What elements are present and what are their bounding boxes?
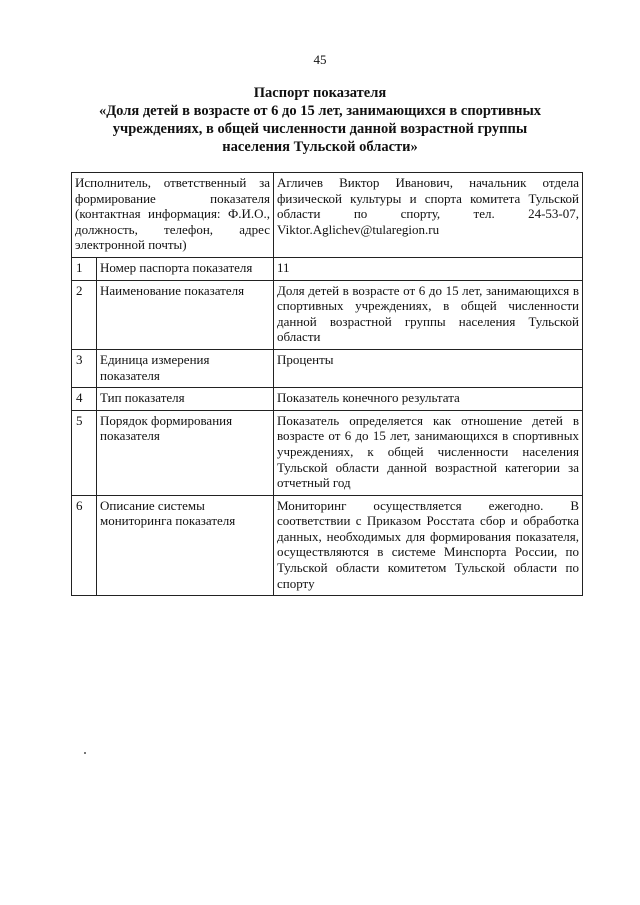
row-number: 1 <box>72 257 97 280</box>
row-label: Описание системы мониторинга показателя <box>97 495 274 596</box>
row-label: Тип показателя <box>97 388 274 411</box>
row-number: 6 <box>72 495 97 596</box>
title-line-4: населения Тульской области» <box>222 139 418 155</box>
table-row <box>72 280 583 349</box>
table-row <box>72 349 583 387</box>
row-value: Доля детей в возрасте от 6 до 15 лет, занимающихся в спортивных учреждениях, в общей численности данной возрастной группы населения Тульской области <box>274 280 583 349</box>
page-number: 45 <box>313 52 327 67</box>
row-value: Показатель определяется как отношение детей в возрасте от 6 до 15 лет, занимающихся в спортивных учреждениях, к общей численности населения Тульской области данной возрастной категории за отчетный год <box>274 410 583 495</box>
row-label: Единица измерения показателя <box>97 349 274 387</box>
row-label: Порядок формирования показателя <box>97 410 274 495</box>
row-number: 4 <box>72 388 97 411</box>
table-row <box>72 257 583 280</box>
indicator-passport-table <box>71 172 583 596</box>
title-line-2: «Доля детей в возрасте от 6 до 15 лет, занимающихся в спортивных <box>98 103 542 119</box>
row-label: Наименование показателя <box>97 280 274 349</box>
document-title <box>60 84 580 156</box>
executor-label: Исполнитель, ответственный за формирование показателя (контактная информация: Ф.И.О., должность, телефон, адрес электронной почты) <box>72 173 274 258</box>
table-row <box>72 495 583 596</box>
scan-speck <box>84 752 86 754</box>
row-value: 11 <box>274 257 583 280</box>
executor-row <box>72 173 583 258</box>
row-value: Проценты <box>274 349 583 387</box>
row-value: Показатель конечного результата <box>274 388 583 411</box>
row-label: Номер паспорта показателя <box>97 257 274 280</box>
row-number: 2 <box>72 280 97 349</box>
row-value: Мониторинг осуществляется ежегодно. В соответствии с Приказом Росстата сбор и обработка данных, необходимых для формирования показателя, осуществляются в системе Минспорта России, по Тульской области комитетом Тульской области по спорту <box>274 495 583 596</box>
executor-value: Агличев Виктор Иванович, начальник отдела физической культуры и спорта комитета Тульской области по спорту, тел. 24-53-07, Viktor.Aglichev@tularegion.ru <box>274 173 583 258</box>
row-number: 5 <box>72 410 97 495</box>
title-line-1: Паспорт показателя <box>253 85 387 101</box>
table-row <box>72 388 583 411</box>
title-line-3: учреждениях, в общей численности данной возрастной группы <box>112 121 528 137</box>
row-number: 3 <box>72 349 97 387</box>
table-row <box>72 410 583 495</box>
